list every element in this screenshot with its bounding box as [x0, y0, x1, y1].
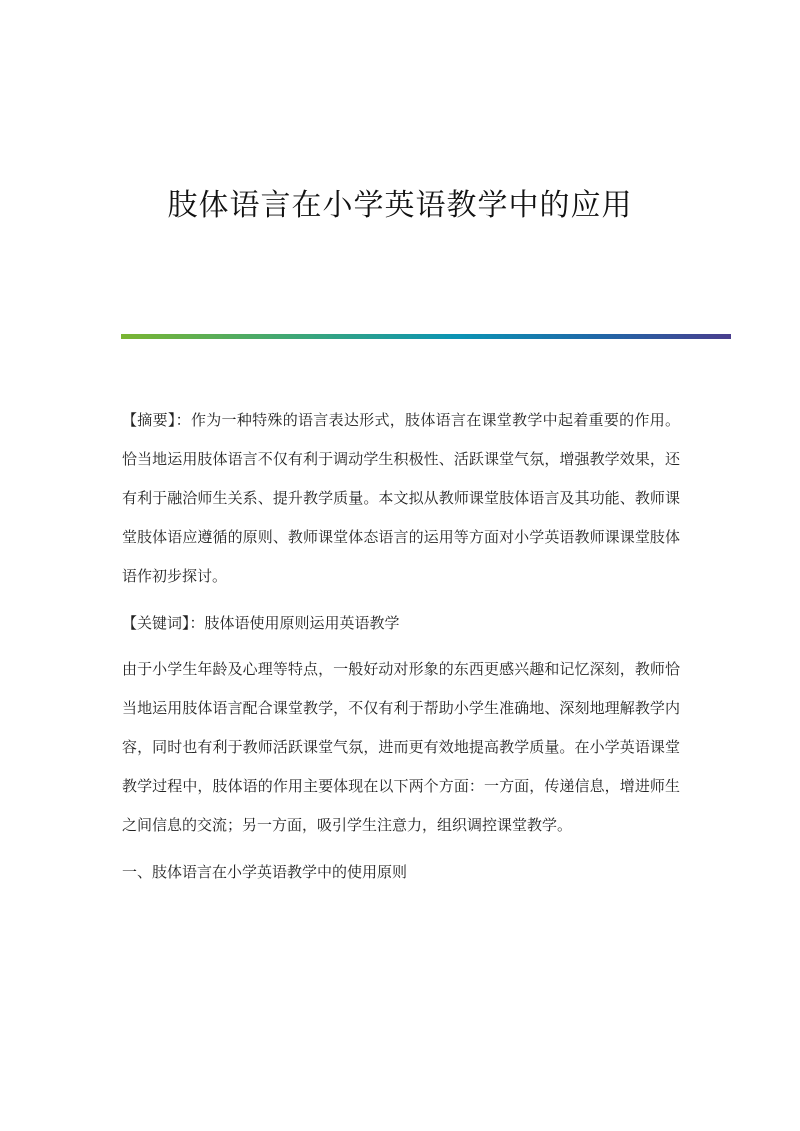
- keywords-paragraph: 【关键词】：肢体语使用原则运用英语教学: [122, 614, 400, 632]
- abstract-paragraph: 【摘要】：作为一种特殊的语言表达形式，肢体语言在课堂教学中起着重要的作用。恰当地运用肢体语言不仅有利于调动学生积极性、活跃课堂气氛，增强教学效果，还有利于融洽师生关系、提升教学质量。本文拟从教师课堂肢体语言及其功能、教师课堂肢体语应遵循的原则、教师课堂体态语言的运用等方面对小学英语教师课课堂肢体语作初步探讨。: [122, 411, 680, 585]
- page-title: 肢体语言在小学英语教学中的应用: [167, 188, 633, 223]
- document-body: [122, 401, 680, 900]
- title-divider: [121, 334, 731, 339]
- section-heading: 一、肢体语言在小学英语教学中的使用原则: [122, 863, 408, 881]
- intro-paragraph: 由于小学生年龄及心理等特点，一般好动对形象的东西更感兴趣和记忆深刻，教师恰当地运用肢体语言配合课堂教学，不仅有利于帮助小学生准确地、深刻地理解教学内容，同时也有利于教师活跃课堂气氛，进而更有效地提高教学质量。在小学英语课堂教学过程中，肢体语的作用主要体现在以下两个方面：一方面，传递信息，增进师生之间信息的交流；另一方面，吸引学生注意力，组织调控课堂教学。: [122, 660, 680, 834]
